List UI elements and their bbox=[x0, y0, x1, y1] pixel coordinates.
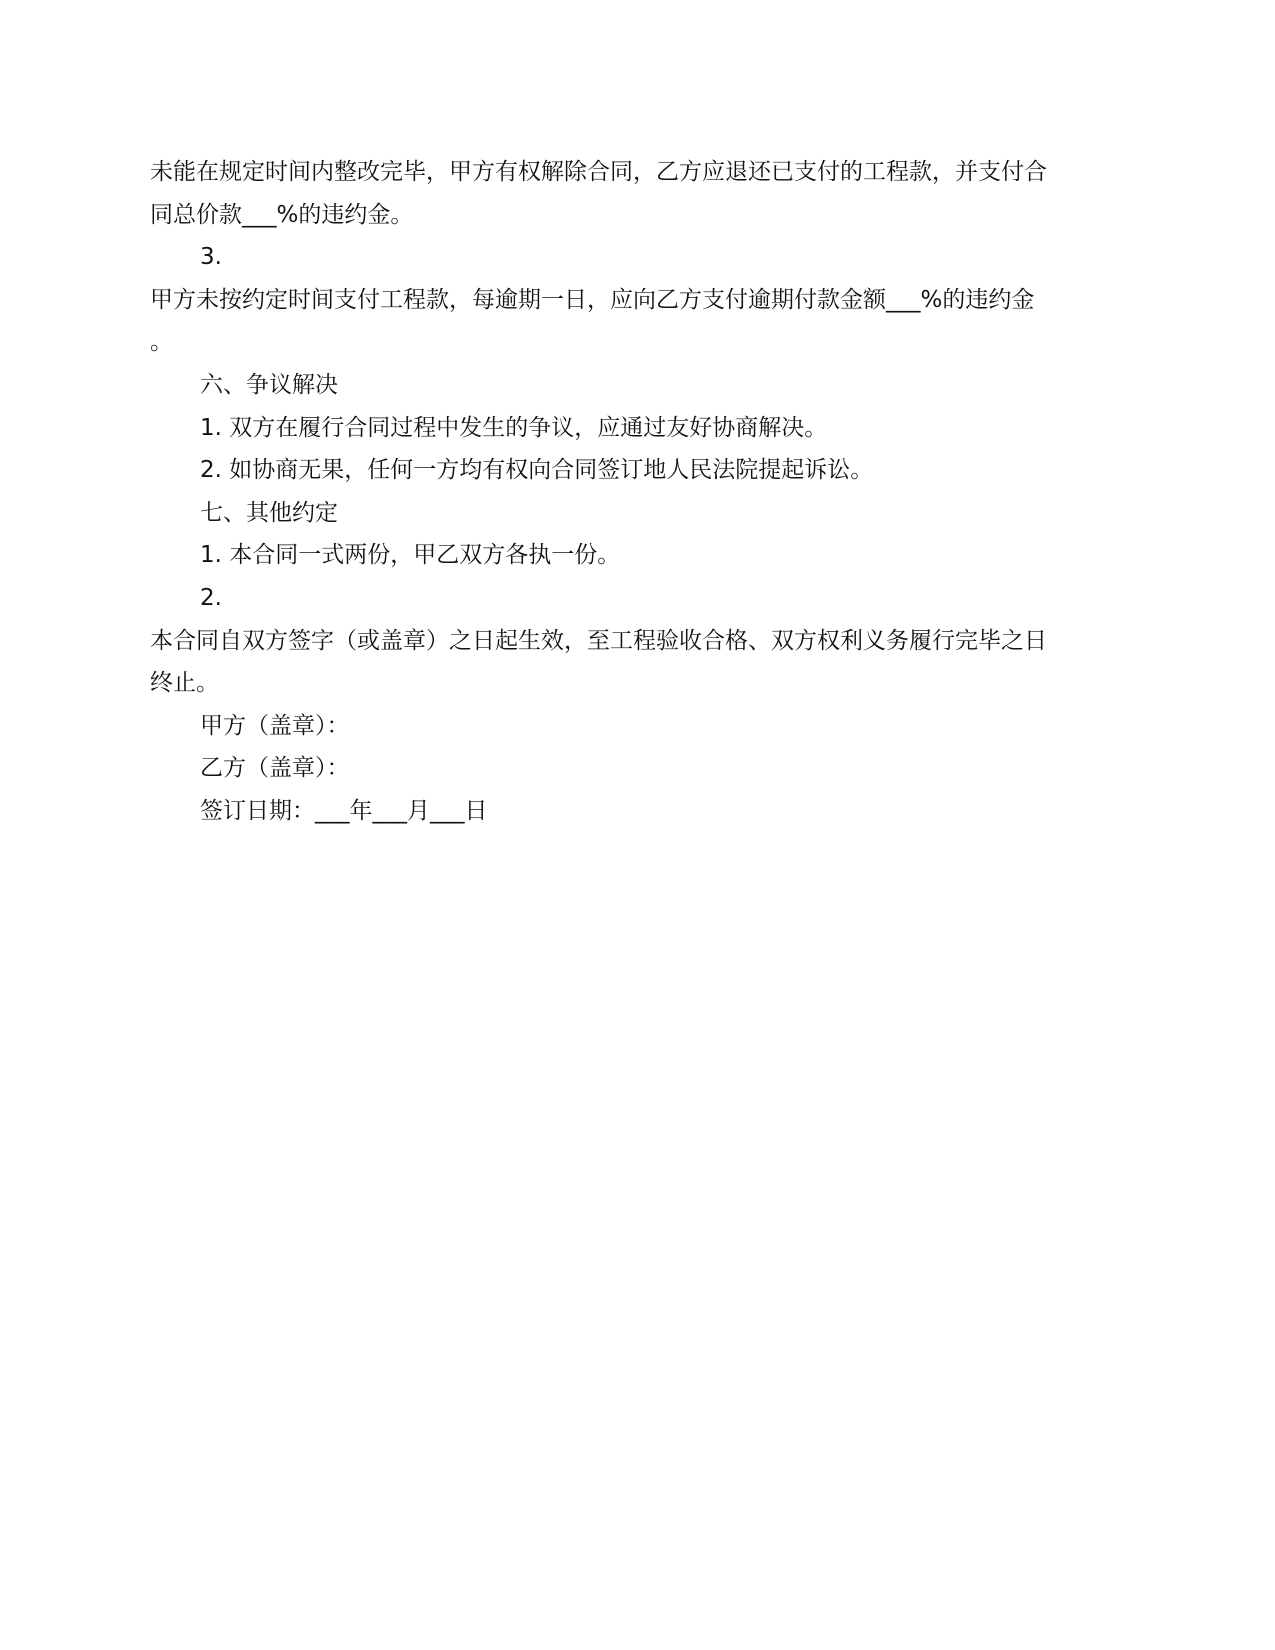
party-b-seal-label: 乙方（盖章）： bbox=[200, 755, 350, 782]
clause-line: 1. 双方在履行合同过程中发生的争议，应通过友好协商解决。 bbox=[200, 414, 828, 441]
text-line: 本合同自双方签字（或盖章）之日起生效，至工程验收合格、双方权利义务履行完毕之日 bbox=[150, 627, 1047, 654]
document-body bbox=[150, 151, 1135, 833]
clause-number: 3. bbox=[200, 244, 222, 271]
section-heading-dispute: 六、争议解决 bbox=[200, 371, 338, 398]
text-line: 同总价款___%的违约金。 bbox=[150, 201, 414, 228]
text-line: 未能在规定时间内整改完毕，甲方有权解除合同，乙方应退还已支付的工程款，并支付合 bbox=[150, 159, 1047, 185]
text-line: 终止。 bbox=[150, 670, 219, 697]
section-heading-other: 七、其他约定 bbox=[200, 499, 338, 526]
clause-line: 1. 本合同一式两份，甲乙双方各执一份。 bbox=[200, 542, 621, 569]
party-a-seal-label: 甲方（盖章）： bbox=[200, 712, 350, 739]
text-line: 甲方未按约定时间支付工程款，每逾期一日，应向乙方支付逾期付款金额___%的违约金 bbox=[150, 286, 1035, 313]
signing-date-label: 签订日期：___年___月___日 bbox=[200, 797, 488, 824]
clause-number: 2. bbox=[200, 584, 222, 611]
text-line: 。 bbox=[150, 329, 173, 356]
clause-line: 2. 如协商无果，任何一方均有权向合同签订地人民法院提起诉讼。 bbox=[200, 457, 874, 484]
